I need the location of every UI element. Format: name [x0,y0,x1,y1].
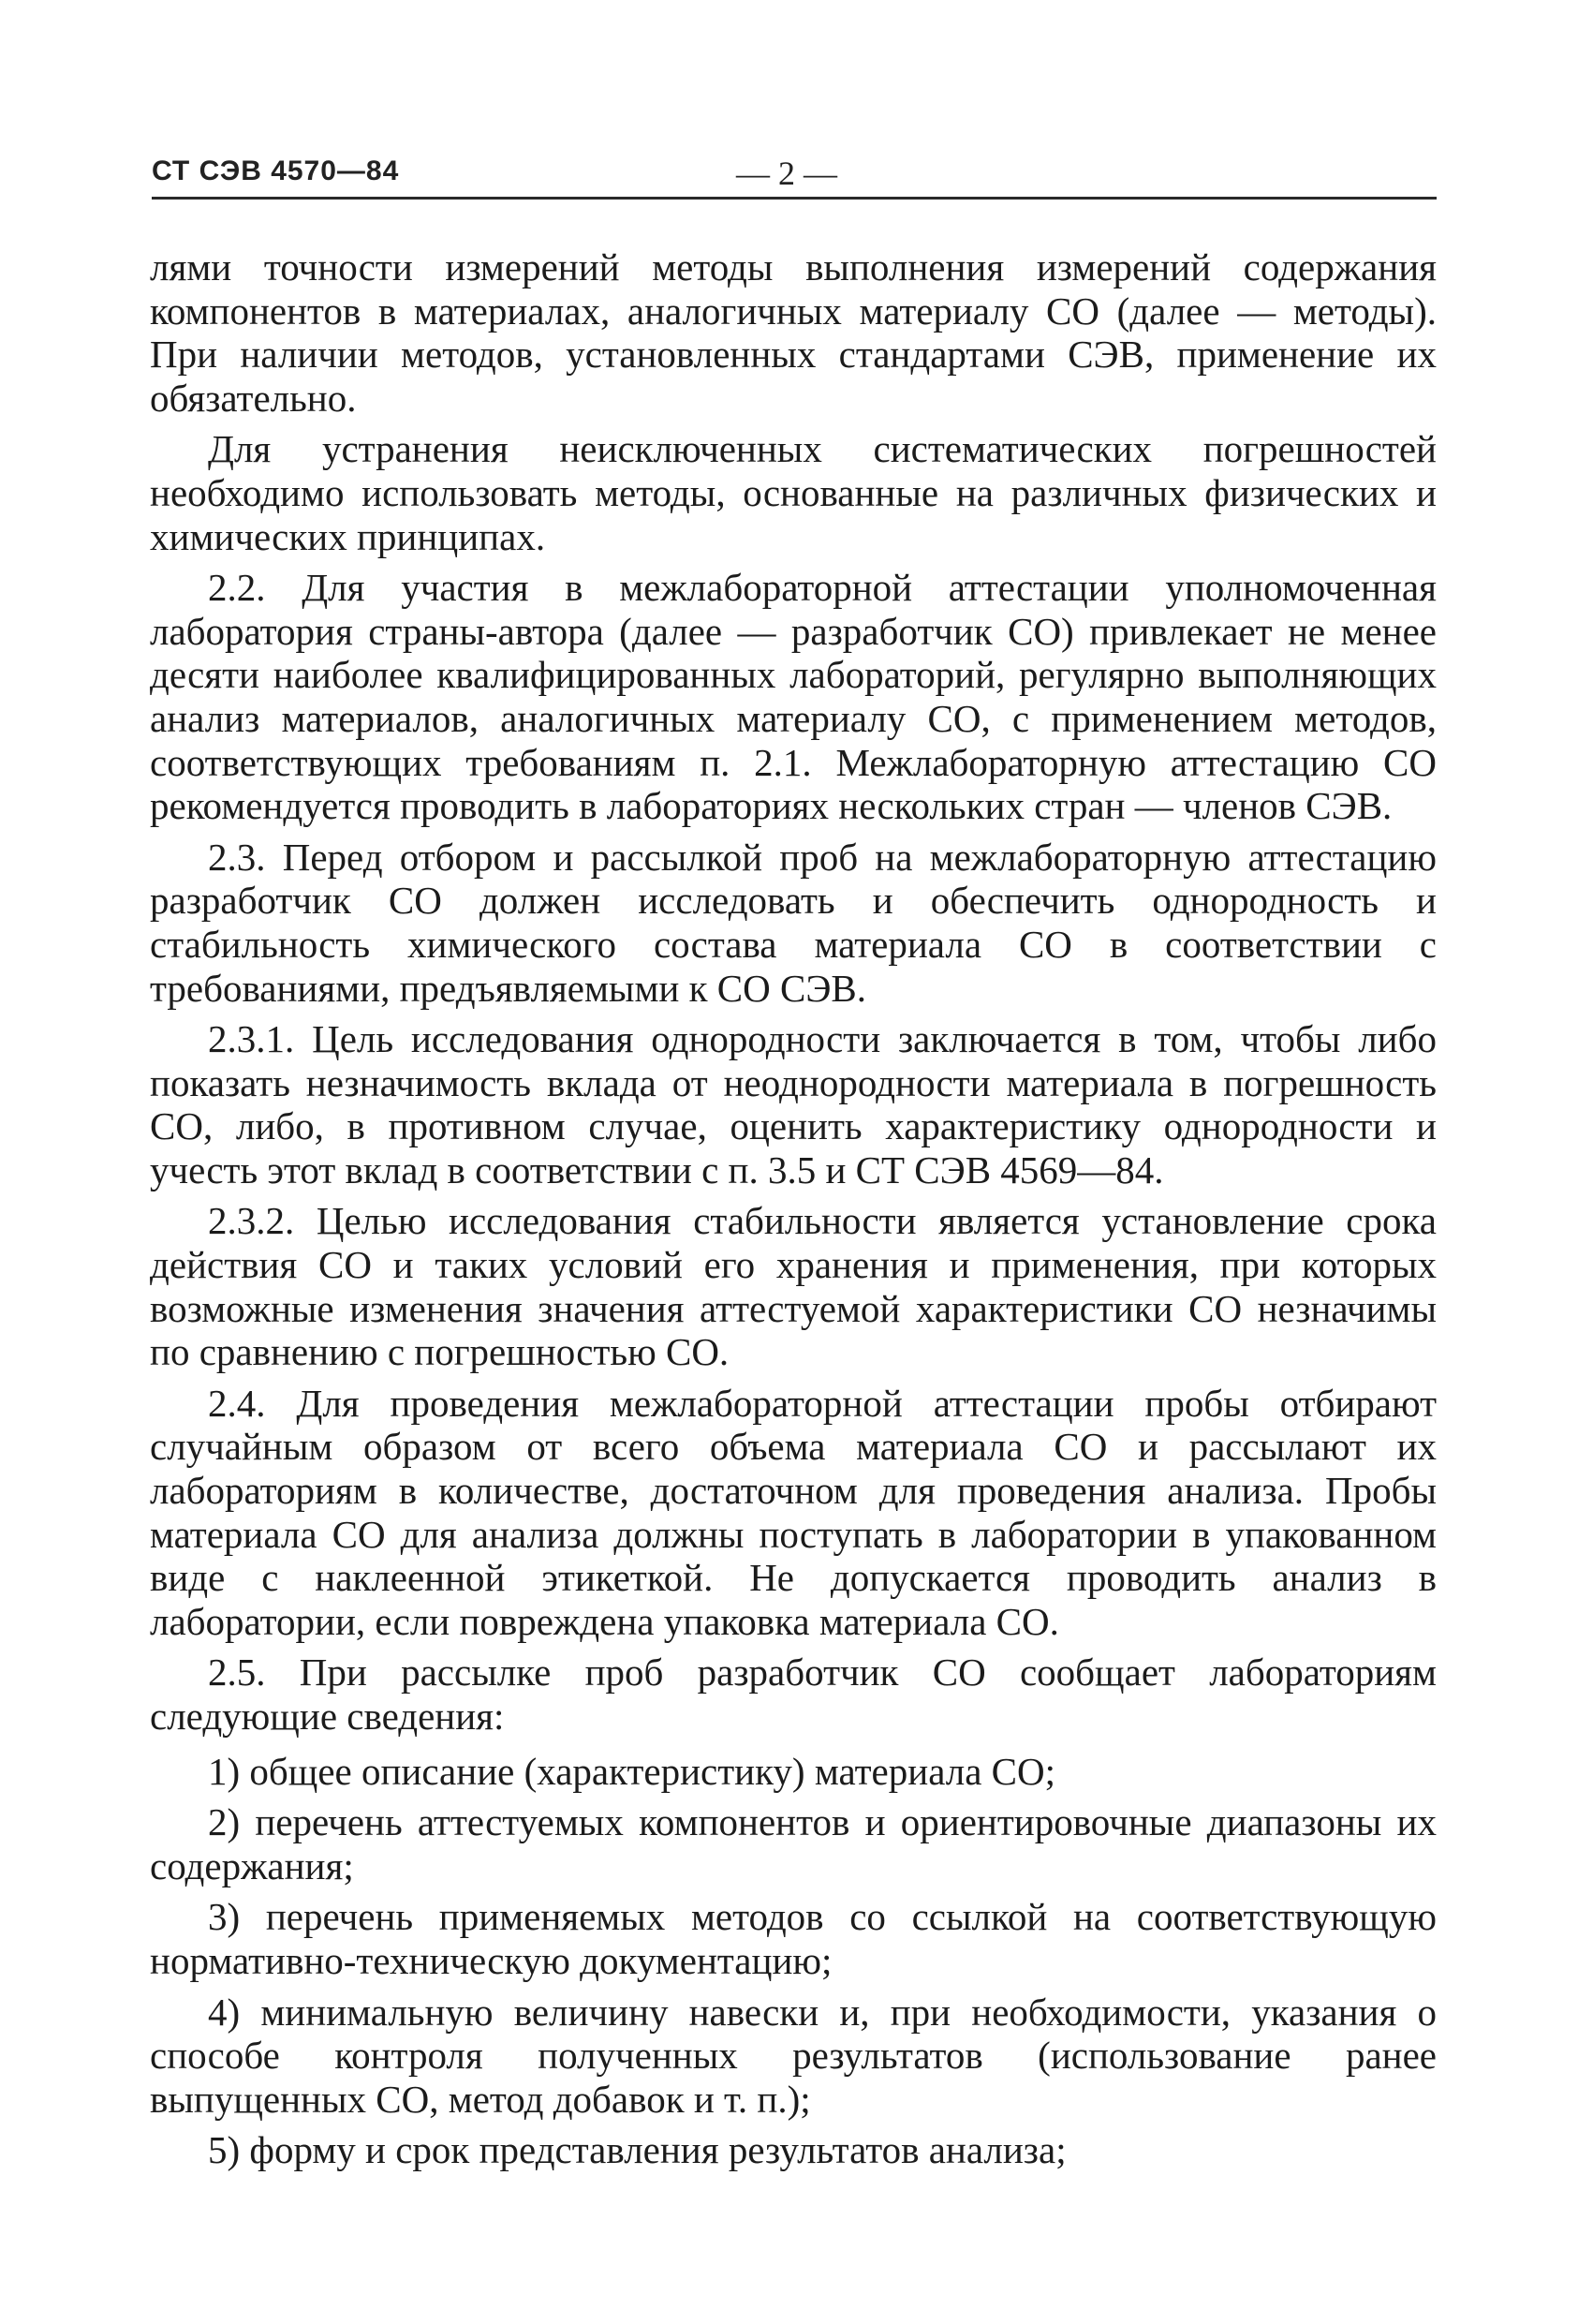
list-item: 4) минимальную величину навески и, при необходимости, указания о способе контроля полученных результатов (использование ранее выпущенных СО, метод добавок и т. п.); [150,1990,1437,2121]
paragraph-2-4: 2.4. Для проведения межлабораторной аттестации пробы отбирают случайным образом от всего объема материала СО и рассылают их лабораториям в количестве, достаточном для проведения анализа. Пробы материала СО для анализа должны поступать в лаборатории в упакованном виде с наклеенной этикеткой. Не допускается проводить анализ в лаборатории, если повреждена упаковка материала СО. [150,1381,1437,1643]
information-list [150,1750,1437,2172]
page-header [152,150,1437,191]
header-divider [152,197,1437,200]
list-item: 5) форму и срок представления результатов анализа; [208,2128,1067,2172]
document-body [150,245,1437,2172]
paragraph-systematic-errors: Для устранения неисключенных систематических погрешностей необходимо использовать методы, основанные на различных физических и химических принципах. [150,427,1437,558]
document-code: СТ СЭВ 4570—84 [152,155,400,186]
list-item: 1) общее описание (характеристику) материала СО; [208,1749,1056,1793]
paragraph-2-3-2: 2.3.2. Целью исследования стабильности является установление срока действия СО и таких условий его хранения и применения, при которых возможные изменения значения аттестуемой характеристики СО незначимы по сравнению с погрешностью СО. [150,1199,1437,1374]
paragraph-2-5: 2.5. При рассылке проб разработчик СО сообщает лабораториям следующие сведения: [150,1650,1437,1738]
list-item: 2) перечень аттестуемых компонентов и ориентировочные диапазоны их содержания; [150,1800,1437,1887]
paragraph-2-3-1: 2.3.1. Цель исследования однородности заключается в том, чтобы либо показать незначимость вклада от неоднородности материала в погрешность СО, либо, в противном случае, оценить характеристику однородности и учесть этот вклад в соответствии с п. 3.5 и СТ СЭВ 4569—84. [150,1017,1437,1192]
paragraph-2-2: 2.2. Для участия в межлабораторной аттестации уполномоченная лаборатория страны-автора (далее — разработчик СО) привлекает не менее десяти наиболее квалифицированных лабораторий, регулярно выполняющих анализ материалов, аналогичных материалу СО, с применением методов, соответствующих требованиям п. 2.1. Межлабораторную аттестацию СО рекомендуется проводить в лабораториях нескольких стран — членов СЭВ. [150,566,1437,828]
paragraph-2-3: 2.3. Перед отбором и рассылкой проб на межлабораторную аттестацию разработчик СО должен исследовать и обеспечить однородность и стабильность химического состава материала СО в соответствии с требованиями, предъявляемыми к СО СЭВ. [150,835,1437,1010]
page-number: — 2 — [736,155,837,192]
paragraph-continuation: лями точности измерений методы выполнения измерений содержания компонентов в материалах, аналогичных материалу СО (далее — методы). При наличии методов, установленных стандартами СЭВ, применение их обязательно. [150,245,1437,420]
list-item: 3) перечень применяемых методов со ссылкой на соответствующую нормативно-техническую документацию; [150,1895,1437,1982]
